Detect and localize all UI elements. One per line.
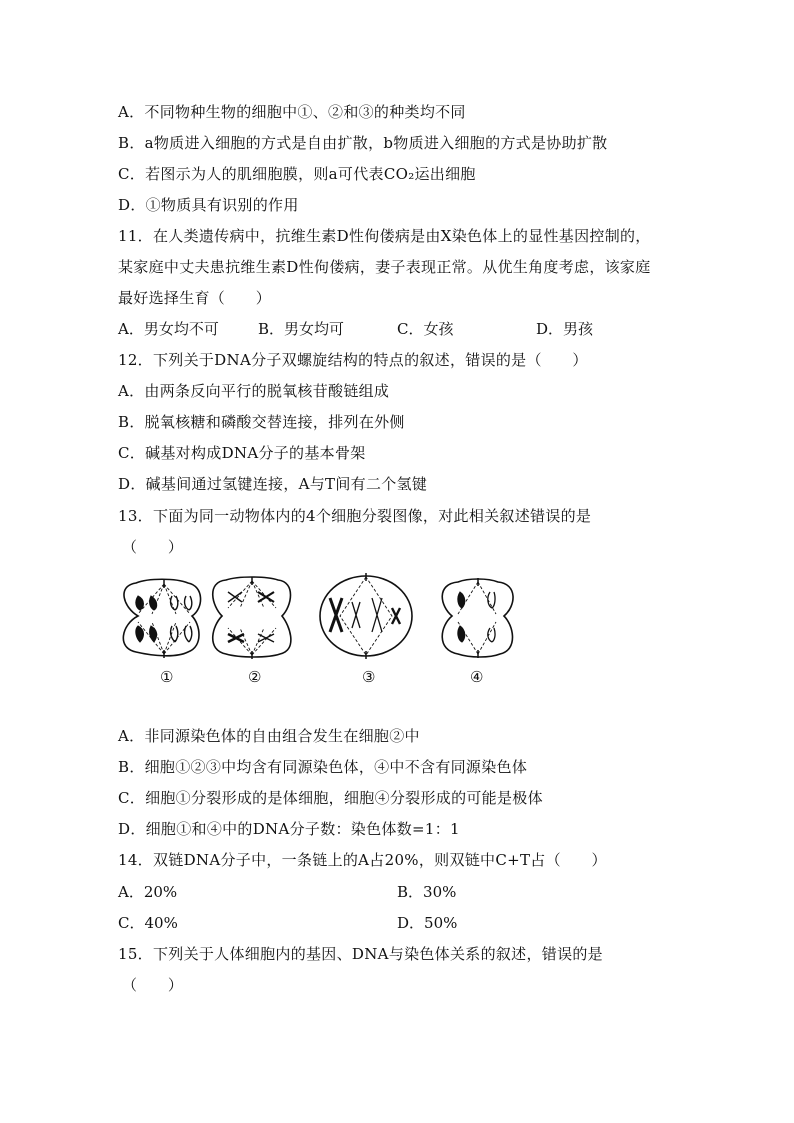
q13-option-d: D．细胞①和④中的DNA分子数：染色体数=1：1 xyxy=(118,820,460,838)
q13-bracket: （ ） xyxy=(122,538,184,556)
q13-stem: 13．下面为同一动物体内的4个细胞分裂图像，对此相关叙述错误的是 xyxy=(118,507,592,525)
q11-stem-line-3: 最好选择生育（ ） xyxy=(118,289,272,307)
q12-option-b: B．脱氧核糖和磷酸交替连接，排列在外侧 xyxy=(118,413,405,431)
cell-4 xyxy=(442,578,513,686)
figure-label-3: ③ xyxy=(362,668,376,686)
q11-option-a: A．男女均不可 xyxy=(118,320,219,338)
q13-option-c: C．细胞①分裂形成的是体细胞，细胞④分裂形成的可能是极体 xyxy=(118,789,543,807)
q10-option-c: C．若图示为人的肌细胞膜，则a可代表CO₂运出细胞 xyxy=(118,165,476,183)
q11-option-c: C．女孩 xyxy=(397,320,454,338)
q15-bracket: （ ） xyxy=(122,976,184,994)
cell-3 xyxy=(320,573,412,686)
q11-stem-line-1: 11．在人类遗传病中，抗维生素D性佝偻病是由X染色体上的显性基因控制的， xyxy=(118,227,651,245)
figure-label-1: ① xyxy=(160,668,174,686)
cell-1 xyxy=(123,579,200,686)
q11-option-b: B．男女均可 xyxy=(258,320,345,338)
q12-option-c: C．碱基对构成DNA分子的基本骨架 xyxy=(118,444,366,462)
cell-division-figure xyxy=(118,568,538,690)
q12-option-a: A．由两条反向平行的脱氧核苷酸链组成 xyxy=(118,382,390,400)
q12-stem: 12．下列关于DNA分子双螺旋结构的特点的叙述，错误的是（ ） xyxy=(118,351,588,369)
q10-option-a: A．不同物种生物的细胞中①、②和③的种类均不同 xyxy=(118,103,466,121)
q11-option-d: D．男孩 xyxy=(536,320,594,338)
q10-option-d: D．①物质具有识别的作用 xyxy=(118,196,299,214)
q11-stem-line-2: 某家庭中丈夫患抗维生素D性佝偻病，妻子表现正常。从优生角度考虑，该家庭 xyxy=(118,258,651,276)
cell-2 xyxy=(213,577,291,686)
q14-option-c: C．40% xyxy=(118,914,178,932)
figure-label-4: ④ xyxy=(470,668,484,686)
q10-option-b: B．a物质进入细胞的方式是自由扩散，b物质进入细胞的方式是协助扩散 xyxy=(118,134,608,152)
q14-option-d: D．50% xyxy=(397,914,458,932)
q13-option-b: B．细胞①②③中均含有同源染色体，④中不含有同源染色体 xyxy=(118,758,528,776)
q14-stem: 14．双链DNA分子中，一条链上的A占20%，则双链中C+T占（ ） xyxy=(118,851,607,869)
figure-label-2: ② xyxy=(248,668,262,686)
q12-option-d: D．碱基间通过氢键连接，A与T间有二个氢键 xyxy=(118,475,428,493)
q13-option-a: A．非同源染色体的自由组合发生在细胞②中 xyxy=(118,727,420,745)
q15-stem: 15．下列关于人体细胞内的基因、DNA与染色体关系的叙述，错误的是 xyxy=(118,945,603,963)
q14-option-b: B．30% xyxy=(397,883,457,901)
q14-option-a: A．20% xyxy=(118,883,178,901)
